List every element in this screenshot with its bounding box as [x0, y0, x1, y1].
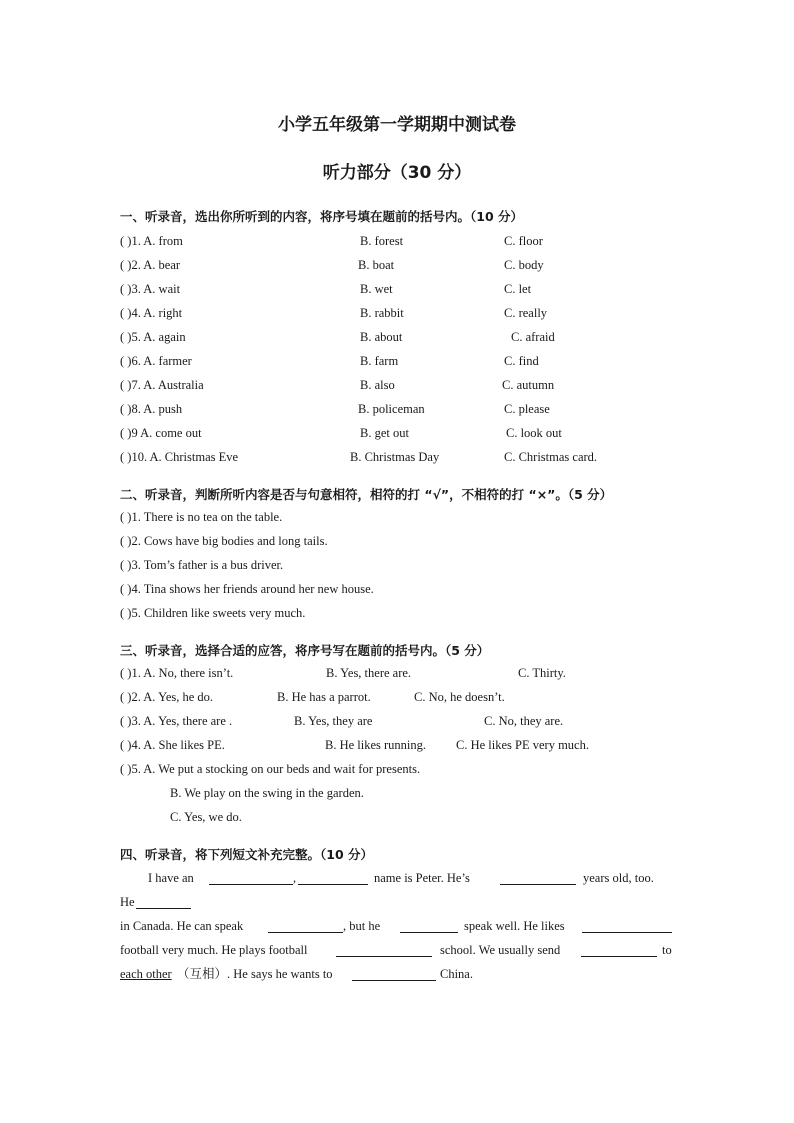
- s3-q3-option-b: B. Yes, they are: [294, 714, 373, 728]
- s2-statement-5: ( )5. Children like sweets very much.: [120, 606, 306, 620]
- s3-q1-option-b: B. Yes, there are.: [326, 666, 412, 680]
- s1-q2-option-c: C. body: [504, 258, 544, 272]
- listening-section-title: 听力部分（30 分）: [322, 163, 472, 183]
- s1-q2-option-b: B. boat: [358, 258, 395, 272]
- s3-q1-option-a: ( )1. A. No, there isn’t.: [120, 666, 234, 680]
- s1-q4-option-b: B. rabbit: [360, 306, 404, 320]
- s3-q1-option-c: C. Thirty.: [518, 666, 566, 680]
- s3-q2-option-b: B. He has a parrot.: [277, 690, 371, 704]
- s3-q4-option-b: B. He likes running.: [325, 738, 427, 752]
- section3-heading: 三、听录音，选择合适的应答，将序号写在题前的括号内。（5 分）: [120, 643, 490, 658]
- cloze-text-each-other: each other: [120, 967, 172, 981]
- cloze-text-football: football very much. He plays football: [120, 943, 308, 957]
- cloze-text-i-have-an: I have an: [148, 871, 194, 885]
- s1-q7-option-b: B. also: [360, 378, 395, 392]
- s3-q2-option-c: C. No, he doesn’t.: [414, 690, 505, 704]
- s3-q5-option-a: ( )5. A. We put a stocking on our beds and wait for presents.: [120, 762, 421, 776]
- cloze-text-to: to: [662, 943, 672, 957]
- cloze-text-speak-well: speak well. He likes: [464, 919, 565, 933]
- s1-q3-option-b: B. wet: [360, 282, 393, 296]
- s3-q4-option-a: ( )4. A. She likes PE.: [120, 738, 225, 752]
- s1-q8-option-c: C. please: [504, 402, 550, 416]
- s1-q3-option-c: C. let: [504, 282, 532, 296]
- cloze-blank-5[interactable]: [268, 919, 343, 933]
- cloze-text-school: school. We usually send: [440, 943, 561, 957]
- section4-heading: 四、听录音，将下列短文补充完整。（10 分）: [120, 847, 373, 862]
- cloze-blank-7[interactable]: [582, 919, 672, 933]
- s1-q5-option-c: C. afraid: [511, 330, 555, 344]
- cloze-blank-9[interactable]: [581, 943, 657, 957]
- cloze-text-huxiang: （互相）. He says he wants to: [177, 967, 333, 981]
- cloze-text-years-old: years old, too.: [583, 871, 654, 885]
- cloze-text-he: He: [120, 895, 135, 909]
- s3-q5-option-c: C. Yes, we do.: [170, 810, 242, 824]
- s2-statement-3: ( )3. Tom’s father is a bus driver.: [120, 558, 284, 572]
- s2-statement-4: ( )4. Tina shows her friends around her new house.: [120, 582, 374, 596]
- s1-q3-option-a: ( )3. A. wait: [120, 282, 181, 296]
- s1-q5-option-a: ( )5. A. again: [120, 330, 186, 344]
- exam-title: 小学五年级第一学期期中测试卷: [278, 115, 516, 135]
- cloze-text-comma: ,: [293, 871, 297, 885]
- cloze-passage: [120, 866, 674, 986]
- cloze-blank-1[interactable]: [209, 871, 293, 885]
- s1-q1-option-b: B. forest: [360, 234, 404, 248]
- s2-statement-2: ( )2. Cows have big bodies and long tails.: [120, 534, 328, 548]
- s1-q10-option-a: ( )10. A. Christmas Eve: [120, 450, 239, 464]
- s1-q1-option-c: C. floor: [504, 234, 543, 248]
- section2-heading: 二、听录音，判断所听内容是否与句意相符，相符的打 “√”，不相符的打 “×”。（5 分）: [120, 487, 613, 502]
- cloze-blank-6[interactable]: [400, 919, 458, 933]
- s1-q7-option-c: C. autumn: [502, 378, 555, 392]
- s1-q2-option-a: ( )2. A. bear: [120, 258, 181, 272]
- s3-q5-option-b: B. We play on the swing in the garden.: [170, 786, 364, 800]
- cloze-text-china: China.: [440, 967, 473, 981]
- cloze-blank-4[interactable]: [136, 895, 191, 909]
- cloze-blank-10[interactable]: [352, 967, 436, 981]
- s1-q5-option-b: B. about: [360, 330, 403, 344]
- cloze-text-but-he: , but he: [343, 919, 381, 933]
- section1-heading: 一、听录音，选出你所听到的内容，将序号填在题前的括号内。（10 分）: [120, 209, 523, 224]
- s1-q4-option-c: C. really: [504, 306, 548, 320]
- cloze-text-name-is: name is Peter. He’s: [374, 871, 470, 885]
- s3-q4-option-c: C. He likes PE very much.: [456, 738, 589, 752]
- s1-q9-option-b: B. get out: [360, 426, 409, 440]
- s1-q4-option-a: ( )4. A. right: [120, 306, 183, 320]
- cloze-blank-8[interactable]: [336, 943, 432, 957]
- s1-q6-option-b: B. farm: [360, 354, 399, 368]
- s1-q7-option-a: ( )7. A. Australia: [120, 378, 204, 392]
- s1-q9-option-c: C. look out: [506, 426, 562, 440]
- s1-q8-option-a: ( )8. A. push: [120, 402, 183, 416]
- cloze-text-in-canada: in Canada. He can speak: [120, 919, 244, 933]
- s1-q1-option-a: ( )1. A. from: [120, 234, 183, 248]
- s3-q3-option-c: C. No, they are.: [484, 714, 564, 728]
- s1-q10-option-b: B. Christmas Day: [350, 450, 440, 464]
- cloze-blank-3[interactable]: [500, 871, 576, 885]
- s1-q10-option-c: C. Christmas card.: [504, 450, 598, 464]
- s3-q2-option-a: ( )2. A. Yes, he do.: [120, 690, 214, 704]
- s2-statement-1: ( )1. There is no tea on the table.: [120, 510, 283, 524]
- s3-q3-option-a: ( )3. A. Yes, there are .: [120, 714, 233, 728]
- s1-q6-option-c: C. find: [504, 354, 539, 368]
- s1-q6-option-a: ( )6. A. farmer: [120, 354, 192, 368]
- s1-q8-option-b: B. policeman: [358, 402, 425, 416]
- s1-q9-option-a: ( )9 A. come out: [120, 426, 202, 440]
- cloze-blank-2[interactable]: [298, 871, 368, 885]
